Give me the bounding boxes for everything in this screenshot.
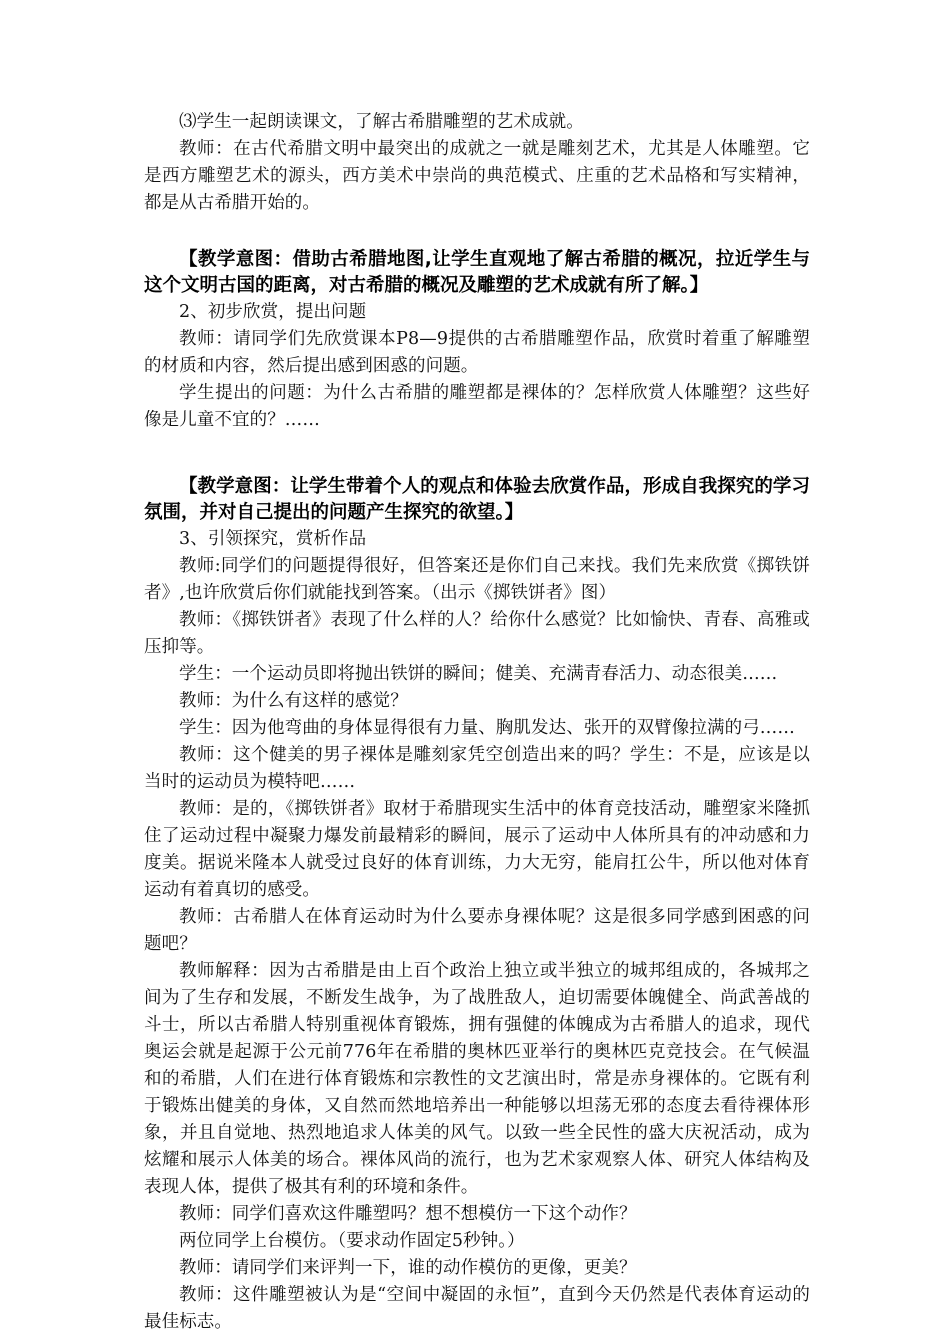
paragraph: 教师：《掷铁饼者》表现了什么样的人？给你什么感觉？比如愉快、青春、高雅或压抑等。 (144, 610, 810, 657)
paragraph: ⑶学生一起朗读课文，了解古希腊雕塑的艺术成就。 (179, 112, 584, 132)
paragraph: 教师：这件雕塑被认为是“空间中凝固的永恒”，直到今天仍然是代表体育运动的最佳标志。 (144, 1285, 810, 1332)
paragraph: 教师:同学们的问题提得很好，但答案还是你们自己来找。我们先来欣赏《掷铁饼者》,也许欣赏后你们就能找到答案。（出示《掷铁饼者》图） (144, 556, 810, 603)
paragraph: 教师：请同学们先欣赏课本P8—9提供的古希腊雕塑作品，欣赏时着重了解雕塑的材质和内容，然后提出感到困惑的问题。 (144, 329, 810, 376)
paragraph: 教师：古希腊人在体育运动时为什么要赤身裸体呢？这是很多同学感到困惑的问题吧？ (144, 907, 810, 954)
teaching-intent-1: 【教学意图：借助古希腊地图,让学生直观地了解古希腊的概况，拉近学生与这个文明古国的距离，对古希腊的概况及雕塑的艺术成就有所了解。】 (144, 249, 810, 296)
paragraph: 教师：在古代希腊文明中最突出的成就之一就是雕刻艺术，尤其是人体雕塑。它是西方雕塑艺术的源头，西方美术中崇尚的典范模式、庄重的艺术品格和写实精神，都是从古希腊开始的。 (144, 139, 810, 213)
teaching-intent-2: 【教学意图：让学生带着个人的观点和体验去欣赏作品，形成自我探究的学习氛围，并对自己提出的问题产生探究的欲望。】 (144, 476, 810, 523)
paragraph: 学生：因为他弯曲的身体显得很有力量、胸肌发达、张开的双臂像拉满的弓…… (179, 718, 795, 738)
paragraph: 学生：一个运动员即将抛出铁饼的瞬间；健美、充满青春活力、动态很美…… (179, 664, 778, 684)
paragraph: 教师：是的，《掷铁饼者》取材于希腊现实生活中的体育竞技活动，雕塑家米隆抓住了运动过程中凝聚力爆发前最精彩的瞬间，展示了运动中人体所具有的冲动感和力度美。据说米隆本人就受过良好的体育训练，力大无穷，能肩扛公牛，所以他对体育运动有着真切的感受。 (144, 799, 810, 900)
paragraph: 教师：同学们喜欢这件雕塑吗？想不想模仿一下这个动作？ (179, 1204, 637, 1224)
paragraph: 教师：这个健美的男子裸体是雕刻家凭空创造出来的吗？学生：不是，应该是以当时的运动员为模特吧…… (144, 745, 810, 792)
paragraph: 教师解释：因为古希腊是由上百个政治上独立或半独立的城邦组成的，各城邦之间为了生存和发展，不断发生战争，为了战胜敌人，迫切需要体魄健全、尚武善战的斗士，所以古希腊人特别重视体育锻炼，拥有强健的体魄成为古希腊人的追求，现代奥运会就是起源于公元前776年在希腊的奥林匹亚举行的奥林匹克竞技会。在气候温和的希腊，人们在进行体育锻炼和宗教性的文艺演出时，常是赤身裸体的。它既有利于锻炼出健美的身体，又自然而然地培养出一种能够以坦荡无邪的态度去看待裸体形象，并且自觉地、热烈地追求人体美的风气。以致一些全民性的盛大庆祝活动，成为炫耀和展示人体美的场合。裸体风尚的流行，也为艺术家观察人体、研究人体结构及表现人体，提供了极其有利的环境和条件。 (144, 961, 810, 1197)
paragraph: 两位同学上台模仿。（要求动作固定5秒钟。） (179, 1231, 525, 1251)
section-heading-3: 3、引领探究，赏析作品 (179, 529, 367, 549)
section-heading-2: 2、初步欣赏，提出问题 (179, 302, 367, 322)
paragraph: 教师：为什么有这样的感觉？ (179, 691, 408, 711)
paragraph: 教师：请同学们来评判一下，谁的动作模仿的更像，更美？ (179, 1258, 637, 1278)
paragraph: 学生提出的问题：为什么古希腊的雕塑都是裸体的？怎样欣赏人体雕塑？这些好像是儿童不宜的？…… (144, 383, 810, 430)
